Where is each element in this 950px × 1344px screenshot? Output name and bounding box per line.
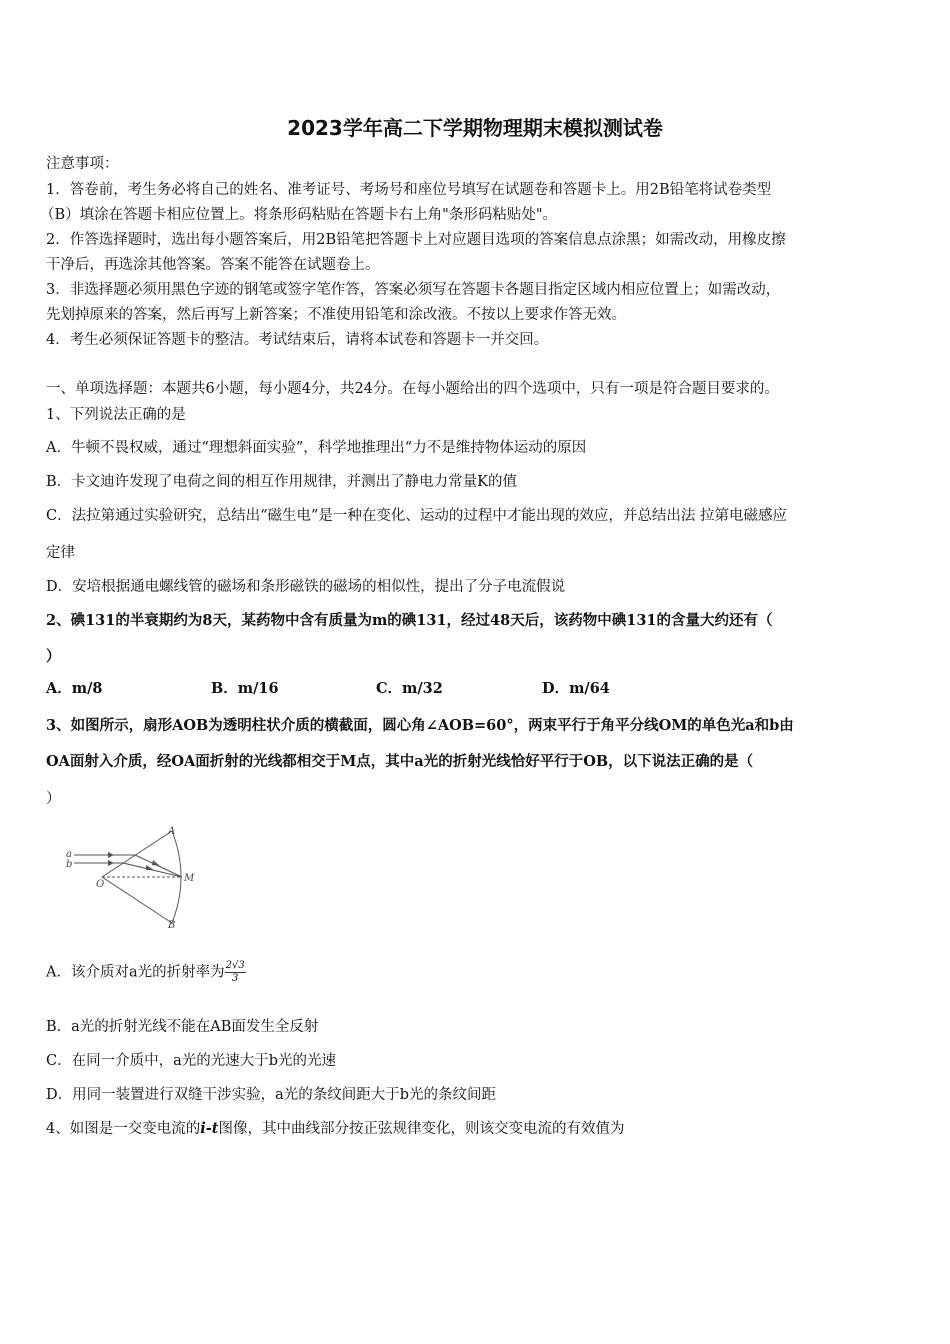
q2-stem: 2、碘131的半衰期约为8天，某药物中含有质量为m的碘131，经过48天后，该药物中碘131的含量大约还有（ [46, 612, 773, 629]
line-oa [102, 831, 172, 877]
notice-item: 1．答卷前，考生务必将自己的姓名、准考证号、考场号和座位号填写在试题卷和答题卡上。用2B铅笔将试卷类型 [46, 182, 772, 198]
q1-option-a: A．牛顿不畏权威，通过“理想斜面实验”，科学地推理出“力不是维持物体运动的原因 [46, 440, 587, 456]
page-title: 2023学年高二下学期物理期末模拟测试卷 [287, 116, 663, 140]
arrow-b-refracted [146, 865, 154, 870]
q4-stem-italic: i-t [200, 1120, 219, 1137]
q2-option-c: C．m/32 [376, 680, 443, 697]
label-M: M [184, 873, 195, 884]
ray-a-refracted [135, 855, 182, 877]
q3-option-a-text: A．该介质对a光的折射率为 [46, 964, 225, 981]
q3-stem-end: ） [46, 791, 61, 807]
label-a: a [66, 849, 72, 860]
q3-fraction [225, 960, 246, 985]
q1-option-c: C．法拉第通过实验研究，总结出“磁生电”是一种在变化、运动的过程中才能出现的效应，并总结出法 拉第电磁感应 [46, 508, 788, 524]
q1-option-c-cont: 定律 [46, 545, 75, 561]
q4-stem-pre: 4、如图是一交变电流的 [46, 1121, 201, 1137]
notice-item: 2．作答选择题时，选出每小题答案后，用2B铅笔把答题卡上对应题目选项的答案信息点涂黑；如需改动，用橡皮擦 [46, 232, 786, 248]
q3-option-d: D．用同一装置进行双缝干涉实验，a光的条纹间距大于b光的条纹间距 [46, 1087, 497, 1103]
q3-fraction-num: 2√3 [225, 960, 245, 971]
label-A: A [168, 826, 176, 837]
q4-stem [46, 1117, 624, 1138]
section-heading: 一、单项选择题：本题共6小题，每小题4分，共24分。在每小题给出的四个选项中，只有一项是符合题目要求的。 [46, 381, 779, 397]
label-b: b [66, 859, 73, 870]
q2-option-b: B．m/16 [211, 680, 279, 697]
label-B: B [168, 920, 176, 930]
notice-heading: 注意事项： [46, 156, 119, 172]
q1-option-d: D．安培根据通电螺线管的磁场和条形磁铁的磁场的相似性，提出了分子电流假说 [46, 579, 566, 595]
notice-item: 4．考生必须保证答题卡的整洁。考试结束后，请将本试卷和答题卡一并交回。 [46, 332, 549, 348]
q3-fraction-den: 3 [231, 973, 239, 984]
q3-stem-cont: OA面射入介质，经OA面折射的光线都相交于M点，其中a光的折射光线恰好平行于OB，以下说法正确的是（ [46, 753, 754, 770]
notice-item: 干净后，再选涂其他答案。答案不能答在试题卷上。 [46, 257, 380, 273]
label-O: O [96, 879, 105, 890]
q2-option-a: A．m/8 [46, 680, 103, 697]
arrow-b [108, 860, 114, 866]
q3-option-c: C．在同一介质中，a光的光速大于b光的光速 [46, 1053, 337, 1069]
q1-stem: 1、下列说法正确的是 [46, 407, 186, 423]
q2-stem-cont: ） [46, 648, 61, 665]
q3-figure [60, 825, 210, 930]
notice-item: 先划掉原来的答案，然后再写上新答案；不准使用铅笔和涂改液。不按以上要求作答无效。 [46, 307, 626, 323]
q3-option-a [46, 960, 246, 985]
arrow-a-refracted [152, 860, 160, 866]
notice-item: （B）填涂在答题卡相应位置上。将条形码粘贴在答题卡右上角"条形码粘贴处"。 [40, 207, 557, 223]
line-ob [102, 877, 172, 923]
q4-stem-post: 图像，其中曲线部分按正弦规律变化，则该交变电流的有效值为 [218, 1121, 625, 1137]
q3-stem: 3、如图所示，扇形AOB为透明柱状介质的横截面，圆心角∠AOB=60°，两束平行于角平分线OM的单色光a和b由 [46, 717, 794, 734]
q2-option-d: D．m/64 [542, 680, 610, 697]
q1-option-b: B．卡文迪许发现了电荷之间的相互作用规律，并测出了静电力常量K的值 [46, 474, 517, 490]
q3-option-b: B．a光的折射光线不能在AB面发生全反射 [46, 1019, 319, 1035]
notice-item: 3．非选择题必须用黑色字迹的钢笔或签字笔作答，答案必须写在答题卡各题目指定区域内相应位置上；如需改动， [46, 282, 781, 298]
arrow-a [108, 852, 114, 858]
